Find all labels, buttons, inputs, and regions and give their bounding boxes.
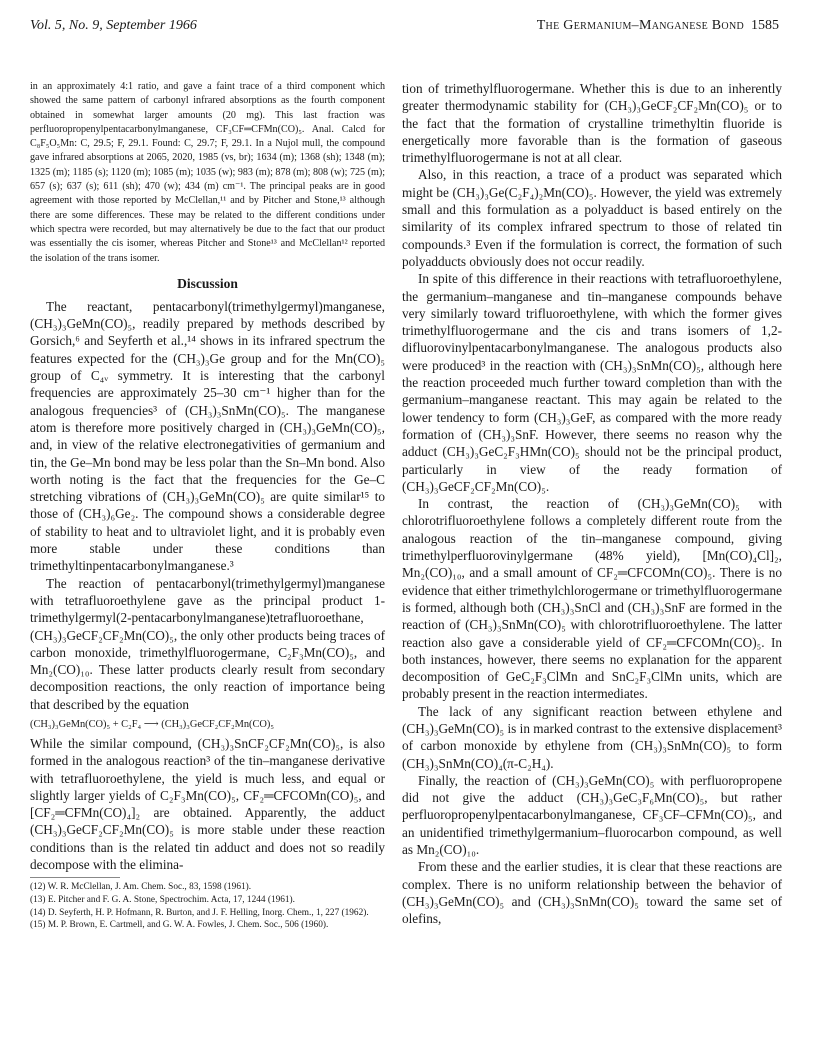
journal-info: Vol. 5, No. 9, September 1966 [30,18,197,33]
reference-13: (13) E. Pitcher and F. G. A. Stone, Spectrochim. Acta, 17, 1244 (1961). [30,894,295,905]
right-paragraph-7: From these and the earlier studies, it is clear that these reactions are complex. There is no uniform relationship between the behavior of (CH₃)₃GeMn(CO)₅ and (CH₃)₃SnMn(CO)₅ toward the same set of olefins, [402,859,782,927]
page-number: 1585 [751,18,779,33]
experimental-text: in an approximately 4:1 ratio, and gave a faint trace of a third component which showed the same pattern of carbonyl infrared absorptions as the fourth component obtained in somewhat larger amounts (20 mg). This last fraction was perfluoropropenylpentacarbonylmanganese, CF₃CF═CFMn(CO)₅. Anal. Calcd for C₈F₅O₅Mn: C, 29.5; F, 29.1. Found: C, 29.7; F, 29.1. In a Nujol mull, the compound gave infrared absorptions at 2065, 2020, 1985 (vs, br); 1634 (m); 1368 (sh); 1348 (m); 1325 (m); 1185 (s); 1120 (m); 1085 (m); 1035 (w); 983 (m); 878 (m); 808 (w); 725 (m); 657 (s); 637 (s); 611 (sh); 470 (w); 434 (m) cm⁻¹. The principal peaks are in good agreement with those reported by McClellan,¹¹ and by Pitcher and Stone,¹³ although there are some differences. These may be related to the different conditions under which spectra were recorded, but may alternatively be due to the fact that our product was essentially the cis isomer, whereas Pitcher and Stone¹³ and McClellan¹² reported the isolation of the trans isomer. [30,81,386,264]
right-paragraph-5: The lack of any significant reaction between ethylene and (CH₃)₃GeMn(CO)₅ is in marked contrast to the extensive displacement³ of carbon monoxide by ethylene from (CH₃)₃SnMn(CO)₅ to form (CH₃)₃SnMn(CO)₄(π-C₂H₄). [402,703,782,771]
reference-14: (14) D. Seyferth, H. P. Hofmann, R. Burton, and J. F. Helling, Inorg. Chem., 1, 227 (1962). [30,907,369,918]
right-column [402,80,782,928]
reaction-equation: (CH₃)₃GeMn(CO)₅ + C₂F₄ ⟶ (CH₃)₃GeCF₂CF₂Mn(CO)₅ [30,718,275,730]
references [30,881,385,931]
running-title: The Germanium–Manganese Bond [536,18,744,33]
left-column [30,80,385,932]
header-right [537,18,779,34]
page-header [30,18,779,42]
footnote-rule [30,877,120,878]
right-paragraph-1: tion of trimethylfluorogermane. Whether this is due to an inherently greater thermodynamic stability for (CH₃)₃GeCF₂CF₂Mn(CO)₅ or to the fact that the formation of crystalline trimethyltin fluoride is energetically more favorable than is the formation of gaseous trimethylfluorogermane is not at all clear. [402,81,782,166]
discussion-heading: Discussion [177,275,238,291]
right-paragraph-2: Also, in this reaction, a trace of a product was separated which might be (CH₃)₃Ge(C₂F₄)₂Mn(CO)₅. However, the yield was extremely small and this formulation as a polyadduct is based entirely on the similarity of its complex infrared spectrum to those of related tin compounds.³ Even if the formulation is correct, the formation of such polyadducts obviously does not occur readily. [402,167,782,269]
discussion-paragraph-2: The reaction of pentacarbonyl(trimethylgermyl)manganese with tetrafluoroethylene gave as the principal product 1-trimethylgermyl(2-pentacarbonylmanganese)tetrafluoroethane, (CH₃)₃GeCF₂CF₂Mn(CO)₅, the only other products being traces of carbon monoxide, trimethylfluorogermane, C₂F₃Mn(CO)₅, and Mn₂(CO)₁₀. These latter products clearly result from secondary decomposition reactions, the only reaction of importance being that described by the equation [30,575,385,712]
right-paragraph-3: In spite of this difference in their reactions with tetrafluoroethylene, the germanium–manganese and tin–manganese compounds behave very similarly toward trifluoroethylene, with which the former gives trimethylfluorogermane and the cis and trans isomers of 1,2-difluorovinylpentacarbonylmanganese. The analogous products also were produced³ in the reaction with (CH₃)₃SnMn(CO)₅, although here the reaction proceeded much further toward completion than with the germanium–manganese reactant. This may again be related to the lower tendency to form (CH₃)₃GeF, as compared with the more ready formation of (CH₃)₃SnF. However, there seems no reason why the adduct (CH₃)₃GeC₂F₃HMn(CO)₅ should not be the principal product, particularly in view of the ready formation of (CH₃)₃GeCF₂CF₂Mn(CO)₅. [402,271,782,494]
right-paragraph-6: Finally, the reaction of (CH₃)₃GeMn(CO)₅ with perfluoropropene did not give the adduct (CH₃)₃GeC₃F₆Mn(CO)₅, but rather perfluoropropenylpentacarbonylmanganese, CF₃CF–CFMn(CO)₅, and an unidentified trimethylgermanium–fluorocarbon compound, as well as Mn₂(CO)₁₀. [402,772,782,858]
reference-15: (15) M. P. Brown, E. Cartmell, and G. W. A. Fowles, J. Chem. Soc., 506 (1960). [30,920,329,931]
discussion-paragraph-1: The reactant, pentacarbonyl(trimethylgermyl)manganese, (CH₃)₃GeMn(CO)₅, readily prepared by methods described by Gorsich,⁶ and Seyferth et al.,¹⁴ shows in its infrared spectrum the features expected for the (CH₃)₃Ge group and for the Mn(CO)₅ group of C₄ᵥ symmetry. It is interesting that the carbonyl frequencies are approximately 25–30 cm⁻¹ higher than for the analogous frequencies³ of (CH₃)₃SnMn(CO)₅. The manganese atom is therefore more positively charged in (CH₃)₃GeMn(CO)₅, and, in view of the relative electronegativities of germanium and tin, the Ge–Mn bond may be less polar than the Sn–Mn bond. Also worth noting is the fact that the frequencies for the Ge–C stretching vibrations of (CH₃)₃GeMn(CO)₅ are quite similar¹⁵ to those of (CH₃)₆Ge₂. The compound shows a considerable degree of stability to heat and to ultraviolet light, and it is probably even more stable under these conditions than trimethyltinpentacarbonylmanganese.³ [30,298,385,574]
reference-12: (12) W. R. McClellan, J. Am. Chem. Soc., 83, 1598 (1961). [30,882,252,893]
right-paragraph-4: In contrast, the reaction of (CH₃)₃GeMn(CO)₅ with chlorotrifluoroethylene follows a completely different route from the analogous reaction of the tin–manganese compound, giving trimethylperfluorovinylgermane (48% yield), [Mn(CO)₄Cl]₂, Mn₂(CO)₁₀, and a small amount of CF₂═CFCOMn(CO)₅. There is no evidence that either trimethylchlorogermane or trimethylfluorogermane is formed, although both (CH₃)₃SnCl and (CH₃)₃SnF are formed in the reaction of (CH₃)₃SnMn(CO)₅ with chlorotrifluoroethylene. The latter reaction also gave a considerable yield of CF₂═CFCOMn(CO)₅. In both instances, however, there seems no explanation for the apparent decomposition of GeC₂F₃ClMn and SnC₂F₃ClMn units, which are probably present in the reaction intermediates. [402,496,782,702]
discussion-paragraph-3: While the similar compound, (CH₃)₃SnCF₂CF₂Mn(CO)₅, is also formed in the analogous reaction³ of the tin–manganese derivative with tetrafluoroethylene, the yield is much less, and equal or slightly larger yields of C₂F₃Mn(CO)₅, CF₂═CFCOMn(CO)₅, and [CF₂═CFMn(CO)₄]₂ are obtained. Apparently, the adduct (CH₃)₃GeCF₂CF₂Mn(CO)₅ is more stable under these reaction conditions than is the related tin adduct and does not so readily decompose with the elimina- [30,735,385,873]
